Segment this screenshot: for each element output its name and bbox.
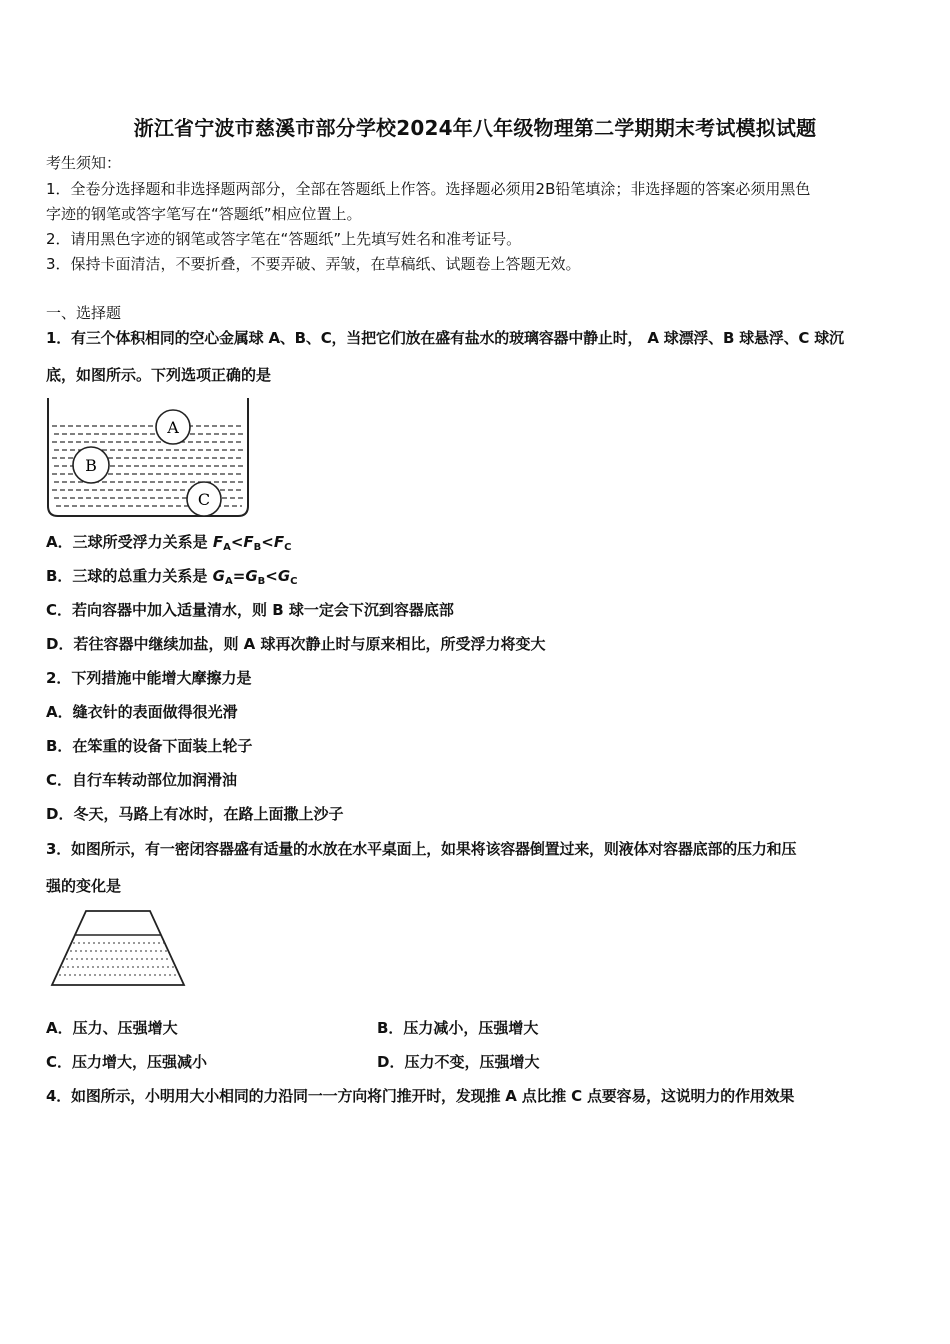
ball-a [156,410,190,444]
q2-option-a: A．缝衣针的表面做得很光滑 [46,703,238,721]
q1-option-a: A．三球所受浮力关系是 $F_A<F_B<F_C$ [46,533,292,553]
q3-stem-line1: 3．如图所示，有一密闭容器盛有适量的水放在水平桌面上，如果将该容器倒置过来，则液体对容器底部的压力和压 [46,840,797,858]
q1-option-b: B．三球的总重力关系是 $G_A=G_B<G_C$ [46,567,298,587]
q1-stem-line1: 1．有三个体积相同的空心金属球 A、B、C，当把它们放在盛有盐水的玻璃容器中静止时， A 球漂浮、B 球悬浮、C 球沉 [46,329,844,347]
notice-item-3: 3．保持卡面清洁，不要折叠，不要弄破、弄皱，在草稿纸、试题卷上答题无效。 [46,255,581,273]
ball-c [187,482,221,516]
ball-b-label: B [85,456,97,475]
page-title: 浙江省宁波市慈溪市部分学校2024年八年级物理第二学期期末考试模拟试题 [133,116,817,140]
q3-option-b: B．压力减小，压强增大 [377,1019,539,1037]
ball-c-label: C [197,490,211,509]
q2-option-b: B．在笨重的设备下面装上轮子 [46,737,253,755]
q1-stem-line2: 底，如图所示。下列选项正确的是 [46,366,272,384]
notice-item-2: 2．请用黑色字迹的钢笔或答字笔在“答题纸”上先填写姓名和准考证号。 [46,230,522,248]
trapezoid-container [52,911,184,985]
notice-heading: 考生须知： [46,154,122,172]
q3-stem-line2: 强的变化是 [46,877,122,895]
q3-option-c: C．压力增大，压强减小 [46,1053,208,1071]
q4-stem-line1: 4．如图所示，小明用大小相同的力沿同一一方向将门推开时，发现推 A 点比推 C 点要容易，这说明力的作用效果 [46,1087,795,1105]
q3-figure-container [48,908,188,990]
q2-option-d: D．冬天，马路上有冰时，在路上面撒上沙子 [46,805,344,823]
ball-a-label: A [167,418,179,437]
q1-figure-container [46,396,250,520]
q3-option-a: A．压力、压强增大 [46,1019,178,1037]
q3-option-d: D．压力不变，压强增大 [377,1053,540,1071]
q1-option-d: D．若往容器中继续加盐，则 A 球再次静止时与原来相比，所受浮力将变大 [46,635,546,653]
q2-stem: 2．下列措施中能增大摩擦力是 [46,669,252,687]
section-heading: 一、选择题 [46,304,122,322]
ball-b [73,447,109,483]
q2-option-c: C．自行车转动部位加润滑油 [46,771,238,789]
notice-item-1-cont: 字迹的钢笔或答字笔写在“答题纸”相应位置上。 [46,205,362,223]
notice-item-1: 1．全卷分选择题和非选择题两部分，全部在答题纸上作答。选择题必须用2B铅笔填涂；非选择题的答案必须用黑色 [46,180,811,198]
q1-option-c: C．若向容器中加入适量清水，则 B 球一定会下沉到容器底部 [46,601,454,619]
